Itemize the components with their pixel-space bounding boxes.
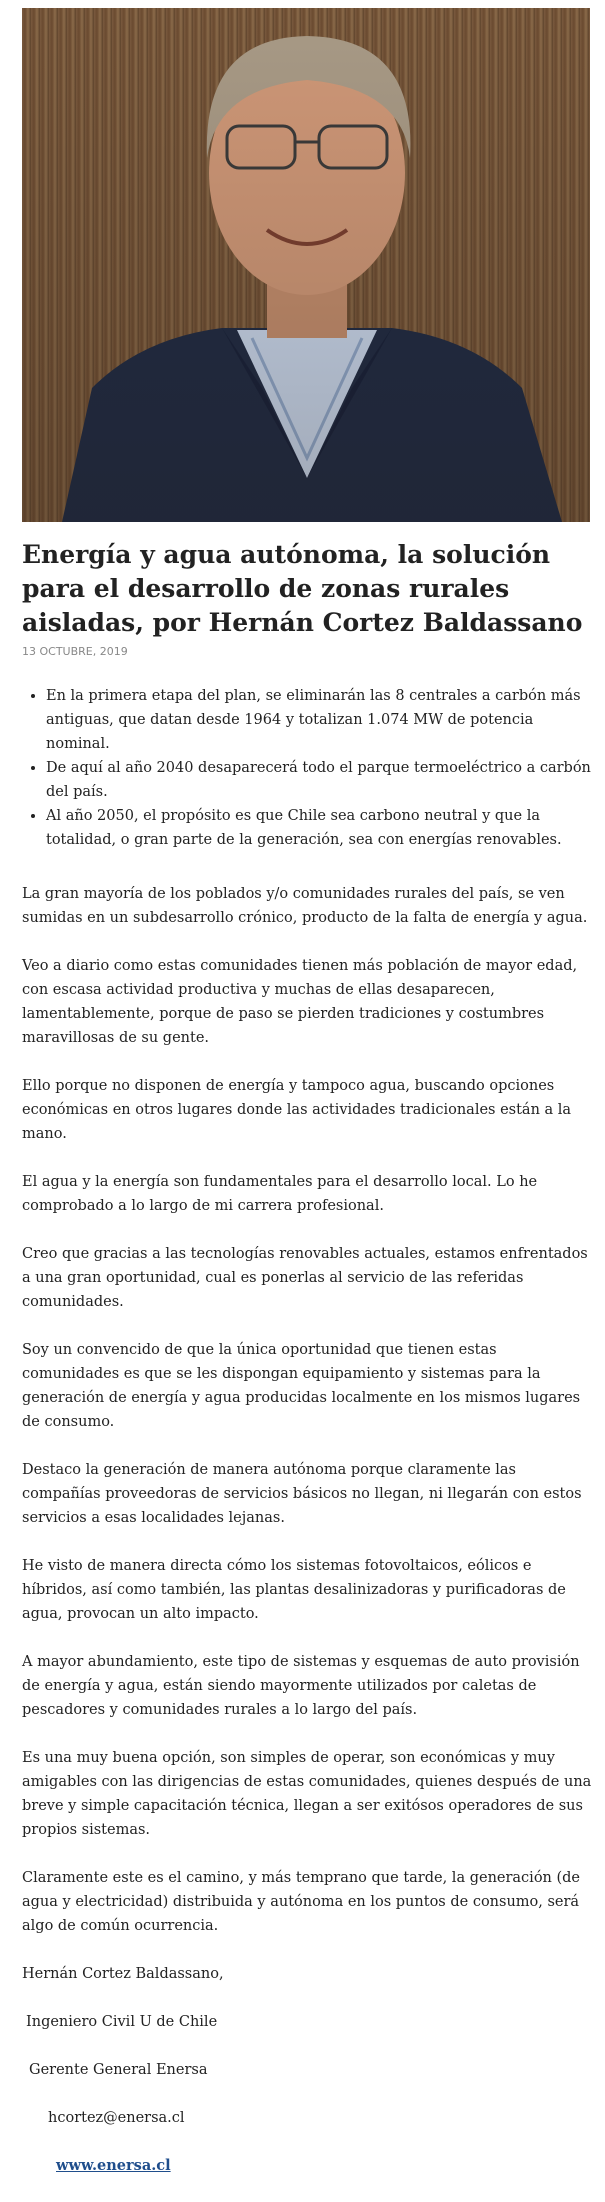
author-photo bbox=[22, 8, 590, 522]
website-link[interactable]: www.enersa.cl bbox=[56, 2157, 171, 2174]
paragraph: Ello porque no disponen de energía y tampoco agua, buscando opciones económicas en otros lugares donde las actividades tradicionales están a la mano. bbox=[22, 1078, 572, 1142]
paragraph: Destaco la generación de manera autónoma porque claramente las compañías proveedoras de servicios básicos no llegan, ni llegarán con estos servicios a esas localidades lejanas. bbox=[22, 1462, 582, 1526]
article-body bbox=[22, 684, 592, 2202]
signature-website bbox=[22, 2154, 592, 2178]
signature-name: Hernán Cortez Baldassano, bbox=[22, 1966, 224, 1982]
key-points-list bbox=[22, 684, 592, 852]
paragraph: Es una muy buena opción, son simples de operar, son económicas y muy amigables con las dirigencias de estas comunidades, quienes después de una breve y simple capacitación técnica, llegan a ser exitósos operadores de sus propios sistemas. bbox=[22, 1750, 592, 1838]
paragraph: La gran mayoría de los poblados y/o comunidades rurales del país, se ven sumidas en un subdesarrollo crónico, producto de la falta de energía y agua. bbox=[22, 886, 588, 926]
key-point-item: • De aquí al año 2040 desaparecerá todo el parque termoeléctrico a carbón del país. bbox=[46, 756, 592, 804]
paragraph: Creo que gracias a las tecnologías renovables actuales, estamos enfrentados a una gran oportunidad, cual es ponerlas al servicio de las referidas comunidades. bbox=[22, 1246, 588, 1310]
article-date: 13 OCTUBRE, 2019 bbox=[22, 645, 128, 658]
paragraph: El agua y la energía son fundamentales para el desarrollo local. Lo he comprobado a lo largo de mi carrera profesional. bbox=[22, 1174, 538, 1214]
paragraph: Claramente este es el camino, y más temprano que tarde, la generación (de agua y electricidad) distribuida y autónoma en los puntos de consumo, será algo de común ocurrencia. bbox=[22, 1870, 581, 1934]
key-point-item: • Al año 2050, el propósito es que Chile sea carbono neutral y que la totalidad, o gran parte de la generación, sea con energías renovables. bbox=[46, 804, 592, 852]
paragraph: He visto de manera directa cómo los sistemas fotovoltaicos, eólicos e híbridos, así como también, las plantas desalinizadoras y purificadoras de agua, provocan un alto impacto. bbox=[22, 1558, 566, 1622]
paragraph: A mayor abundamiento, este tipo de sistemas y esquemas de auto provisión de energía y agua, están siendo mayormente utilizados por caletas de pescadores y comunidades rurales a lo largo del país. bbox=[22, 1654, 580, 1718]
signature-title: Ingeniero Civil U de Chile bbox=[26, 2014, 218, 2030]
article-title: Energía y agua autónoma, la solución para el desarrollo de zonas rurales aisladas, por Hernán Cortez Baldassano bbox=[22, 540, 583, 637]
paragraph: Soy un convencido de que la única oportunidad que tienen estas comunidades es que se les dispongan equipamiento y sistemas para la generación de energía y agua producidas localmente en los mismos lugares de consumo. bbox=[22, 1342, 581, 1430]
paragraph: Veo a diario como estas comunidades tienen más población de mayor edad, con escasa actividad productiva y muchas de ellas desaparecen, lamentablemente, porque de paso se pierden tradiciones y costumbres maravillosas de su gente. bbox=[22, 958, 578, 1046]
key-point-item: • En la primera etapa del plan, se eliminarán las 8 centrales a carbón más antiguas, que datan desde 1964 y totalizan 1.074 MW de potencia nominal. bbox=[46, 684, 592, 756]
signature-email: hcortez@enersa.cl bbox=[48, 2110, 185, 2126]
signature-role: Gerente General Enersa bbox=[29, 2062, 208, 2078]
